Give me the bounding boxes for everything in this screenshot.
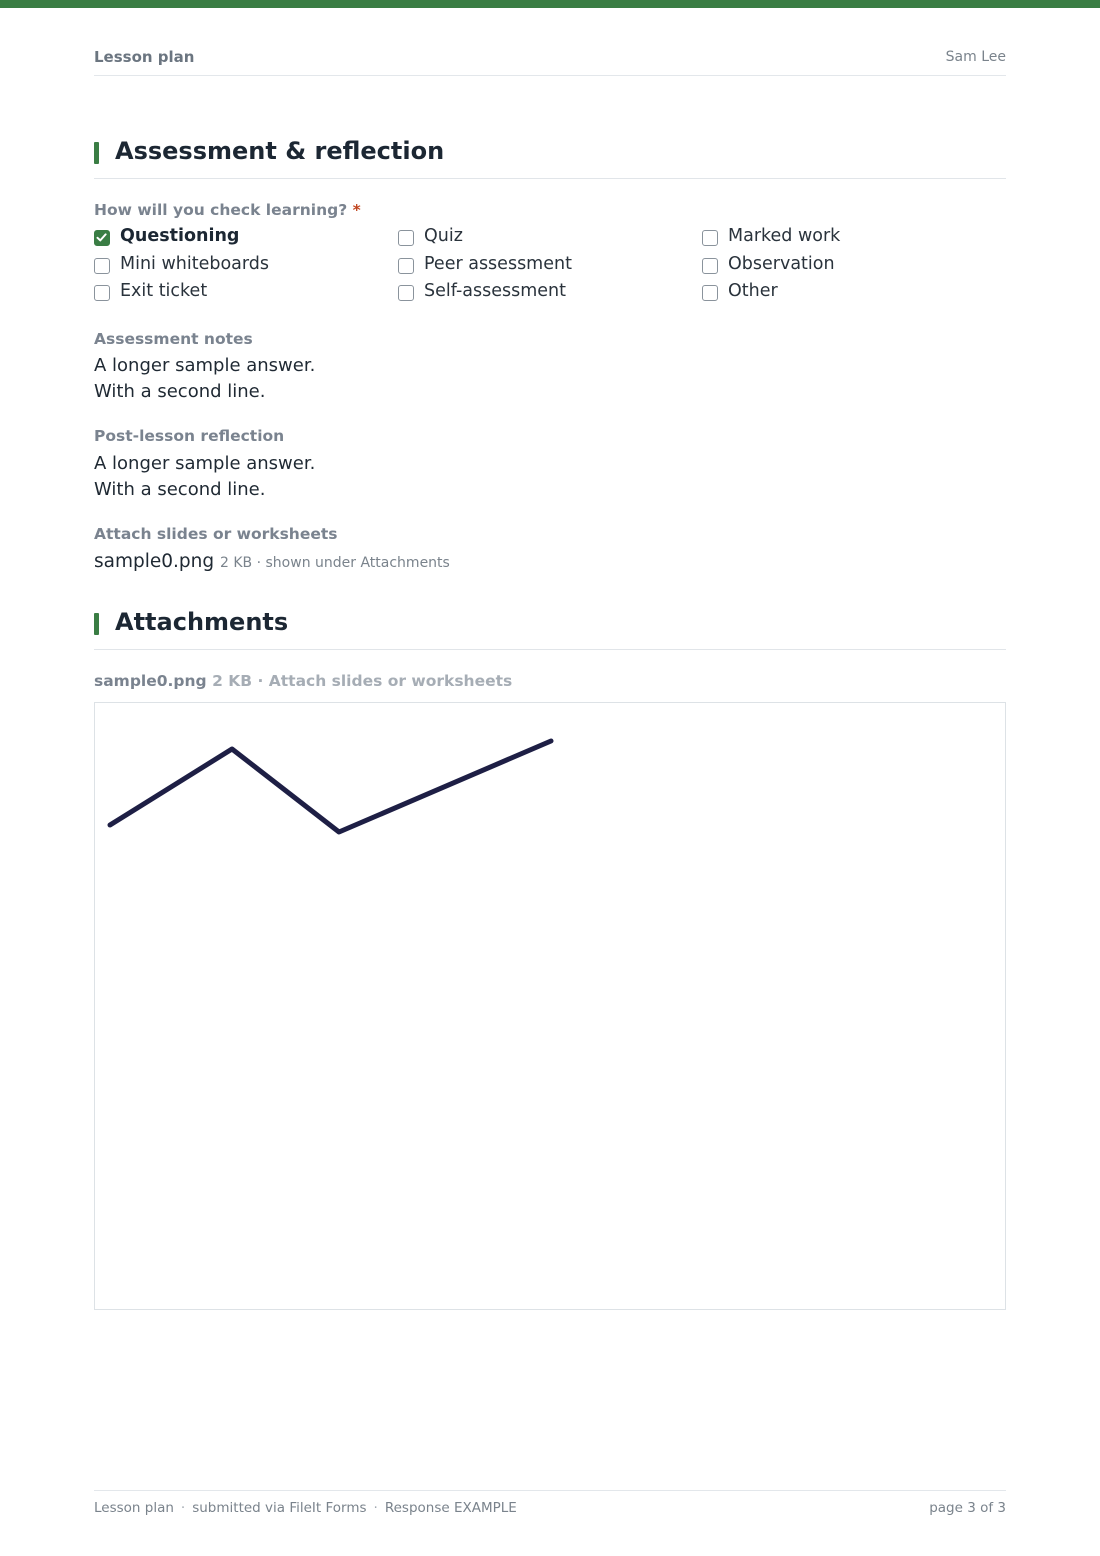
page-header bbox=[94, 48, 1006, 76]
checkbox-unchecked-icon[interactable] bbox=[702, 285, 718, 301]
respondent-name: Sam Lee bbox=[945, 49, 1006, 65]
checkbox-label: Marked work bbox=[728, 226, 841, 246]
page-number: page 3 of 3 bbox=[929, 1500, 1006, 1516]
attach-slides-label: Attach slides or worksheets bbox=[94, 525, 338, 543]
checkbox-label: Observation bbox=[728, 254, 835, 274]
checkbox-label: Quiz bbox=[424, 226, 463, 246]
section-accent-marker bbox=[94, 613, 99, 635]
attached-file-link[interactable]: sample0.png bbox=[94, 551, 215, 572]
attached-file-meta: 2 KB · shown under Attachments bbox=[220, 555, 450, 571]
attachment-file-name: sample0.png bbox=[94, 672, 207, 690]
checkbox-label: Self-assessment bbox=[424, 281, 566, 301]
reflection-label: Post-lesson reflection bbox=[94, 427, 285, 445]
sketch-stroke bbox=[110, 741, 551, 832]
checkbox-unchecked-icon[interactable] bbox=[702, 230, 718, 246]
answer-line: A longer sample answer. bbox=[94, 355, 316, 376]
page-footer bbox=[94, 1490, 1006, 1520]
checkbox-label: Questioning bbox=[120, 226, 240, 246]
footer-submitted-via: submitted via FileIt Forms bbox=[192, 1500, 367, 1516]
top-accent-bar bbox=[0, 0, 1100, 8]
section-title: Attachments bbox=[115, 608, 289, 636]
checkbox-unchecked-icon[interactable] bbox=[94, 285, 110, 301]
attachment-file-meta: 2 KB · Attach slides or worksheets bbox=[212, 672, 513, 690]
checkbox-unchecked-icon[interactable] bbox=[702, 258, 718, 274]
check-learning-label bbox=[94, 201, 361, 219]
separator-dot: · bbox=[180, 1500, 186, 1516]
answer-line: A longer sample answer. bbox=[94, 453, 316, 474]
footer-form-name: Lesson plan bbox=[94, 1500, 174, 1516]
section-heading-assessment bbox=[94, 137, 1006, 179]
attached-file-entry bbox=[94, 551, 450, 572]
section-title: Assessment & reflection bbox=[115, 137, 445, 165]
checkbox-label: Other bbox=[728, 281, 778, 301]
attachment-image[interactable] bbox=[94, 702, 1006, 1310]
section-heading-attachments bbox=[94, 608, 1006, 650]
sketch-drawing bbox=[95, 703, 1005, 1309]
checkbox-unchecked-icon[interactable] bbox=[398, 258, 414, 274]
checkbox-unchecked-icon[interactable] bbox=[398, 230, 414, 246]
separator-dot: · bbox=[373, 1500, 378, 1516]
reflection-answer bbox=[94, 451, 315, 503]
answer-line: With a second line. bbox=[94, 381, 266, 402]
assessment-notes-answer bbox=[94, 353, 315, 405]
footer-response-id: Response EXAMPLE bbox=[384, 1500, 517, 1516]
checkbox-label: Peer assessment bbox=[424, 254, 572, 274]
footer-info bbox=[94, 1500, 517, 1516]
checkbox-label: Mini whiteboards bbox=[120, 254, 270, 274]
section-accent-marker bbox=[94, 142, 99, 164]
checkbox-label: Exit ticket bbox=[120, 281, 208, 301]
document-title: Lesson plan bbox=[94, 48, 195, 66]
required-mark: * bbox=[352, 201, 361, 219]
assessment-notes-label: Assessment notes bbox=[94, 330, 253, 348]
checkbox-unchecked-icon[interactable] bbox=[398, 285, 414, 301]
check-learning-label-text: How will you check learning? bbox=[94, 201, 348, 219]
attachment-caption bbox=[94, 672, 512, 690]
checkbox-unchecked-icon[interactable] bbox=[94, 258, 110, 274]
answer-line: With a second line. bbox=[94, 479, 266, 500]
checkbox-checked-icon[interactable] bbox=[94, 230, 110, 246]
